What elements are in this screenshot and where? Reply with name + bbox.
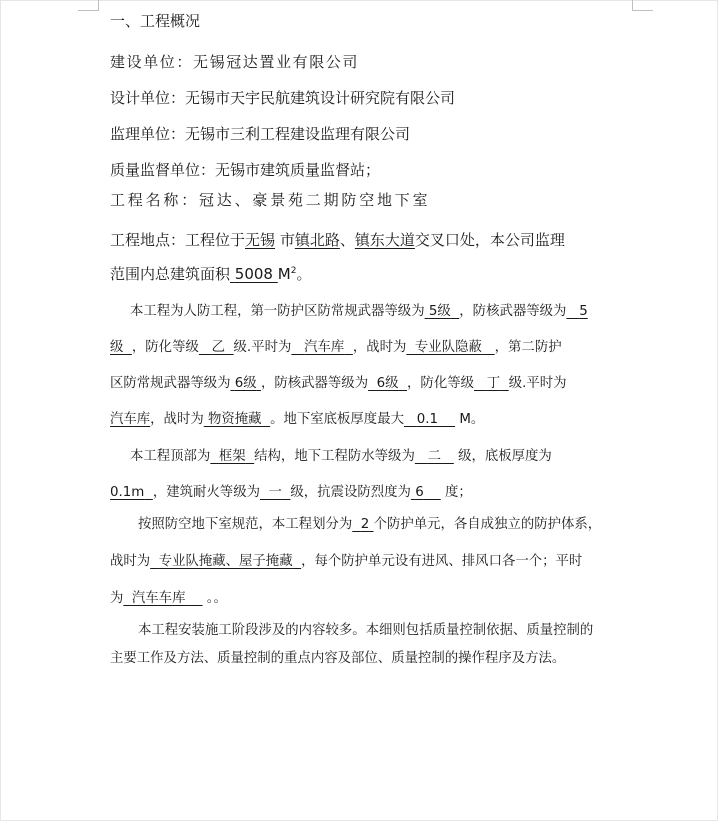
section-heading: 一、工程概况 [110,12,201,30]
para2-line-2: 0.1m ，建筑耐火等级为 一 级，抗震设防烈度为 6 度； [110,485,472,500]
location-rest: 交叉口处，本公司监理 [414,231,565,249]
location-line-1 [110,233,565,248]
supervisor-line: 监理单位：无锡市三利工程建设监理有限公司 [110,125,411,143]
area-prefix: 范围内总建筑面积 [110,265,231,283]
area-end: 。 [296,265,312,283]
location-sep: 、 [339,231,355,249]
project-name-line: 工程名称：冠达、豪景苑二期防空地下室 [110,191,431,209]
location-line-2 [110,267,311,282]
area-unit-sup: 2 [290,266,297,276]
para1-line-3: 区防常规武器等级为 6级 ，防核武器等级为 6级 ，防化等级 丁 级.平时为 [110,376,567,391]
location-road-2: 镇东大道 [354,231,415,249]
client-line: 建设单位：无锡冠达置业有限公司 [110,53,360,71]
margin-mark-right [632,0,653,11]
quality-station-line: 质量监督单位：无锡市建筑质量监督站； [110,161,381,179]
para4-line-2: 主要工作及方法、质量控制的重点内容及部位、质量控制的操作程序及方法。 [110,651,566,666]
designer-line: 设计单位：无锡市天宇民航建筑设计研究院有限公司 [110,89,456,107]
para1-line-1: 本工程为人防工程，第一防护区防常规武器等级为 5级 ，防核武器等级为 5 [130,304,588,319]
para3-line-2: 战时为 专业队掩藏、屋子掩藏 ，每个防护单元设有进风、排风口各一个；平时 [110,554,583,569]
margin-mark-left [78,0,99,11]
area-value: 5008 [234,265,273,283]
area-unit: M [277,265,291,283]
para1-line-4: 汽车库，战时为 物资掩藏 。地下室底板厚度最大 0.1 M。 [110,412,485,427]
location-road-1: 镇北路 [294,231,340,249]
para2-line-1: 本工程顶部为 框架 结构，地下工程防水等级为 二 级，底板厚度为 [130,449,552,464]
location-prefix: 工程地点：工程位于 [110,231,246,249]
para3-line-3: 为 汽车车库 。。 [110,591,227,606]
para4-line-1: 本工程安装施工阶段涉及的内容较多。本细则包括质量控制依据、质量控制的 [138,623,594,638]
para1-line-2: 级 ，防化等级 乙 级.平时为 汽车库 ，战时为 专业队隐蔽 ，第二防护 [110,340,562,355]
location-city-suffix: 市 [279,231,295,249]
location-city: 无锡 [245,231,276,249]
para3-line-1: 按照防空地下室规范，本工程划分为 2 个防护单元，各自成独立的防护体系， [138,517,602,532]
